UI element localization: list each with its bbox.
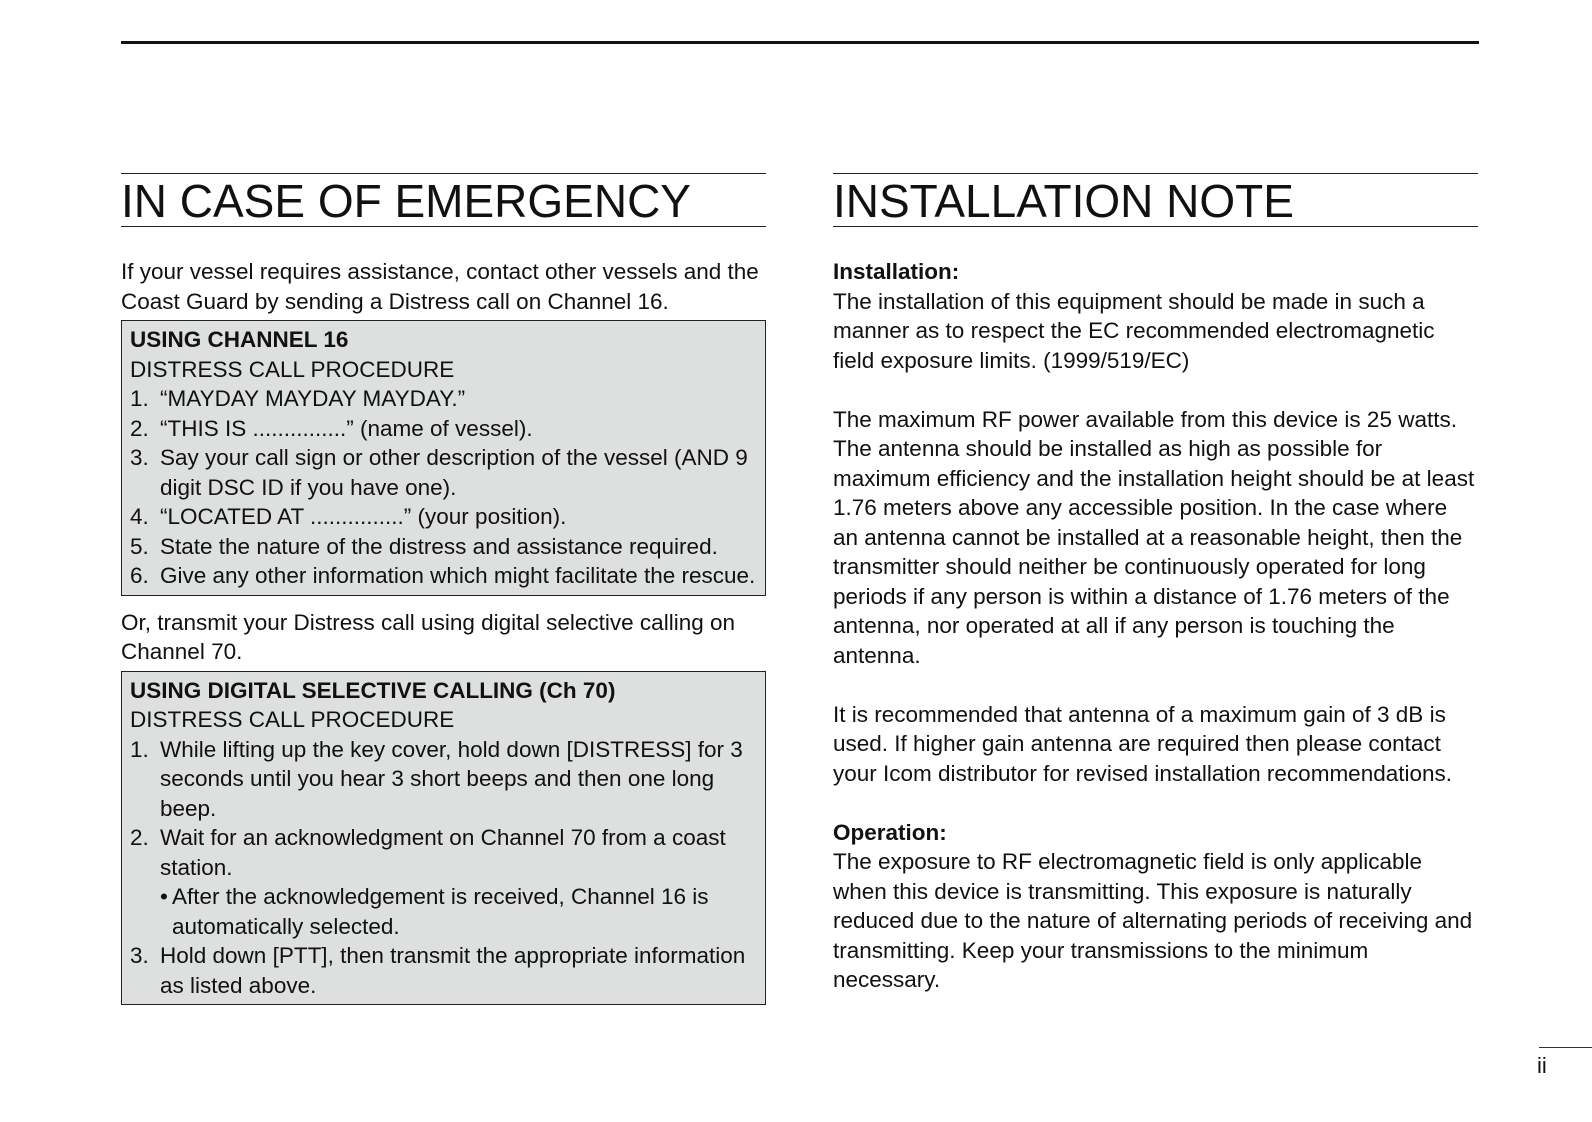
emergency-title: IN CASE OF EMERGENCY xyxy=(121,173,766,227)
installation-column xyxy=(833,173,1478,995)
dsc-box xyxy=(121,671,766,1006)
list-item: 1. “MAYDAY MAYDAY MAYDAY.” xyxy=(130,386,466,411)
dsc-intro: Or, transmit your Distress call using digital selective calling on Channel 70. xyxy=(121,609,735,664)
channel16-box xyxy=(121,320,766,596)
gain-text: It is recommended that antenna of a maximum gain of 3 dB is used. If higher gain antenna are required then please contact your Icom distributor for revised installation recommendations. xyxy=(833,701,1453,786)
page-number: ii xyxy=(1537,1053,1547,1078)
installation-label: Installation: xyxy=(833,259,960,284)
power-text: The maximum RF power available from this device is 25 watts. The antenna should be installed as high as possible for maximum efficiency and the installation height should be at least 1.76 meters above any accessible position. In the case where an antenna cannot be installed at a reasonable height, then the transmitter should neither be continuously operated for long periods if any person is within a distance of 1.76 meters of the antenna, nor operated at all if any person is touching the antenna. xyxy=(833,406,1475,668)
page-number-rule xyxy=(1539,1047,1592,1048)
dsc-bullet-note: • After the acknowledgement is received, Channel 16 is automatically selected. xyxy=(160,884,709,939)
list-item: 2. “THIS IS ...............” (name of vessel). xyxy=(130,415,533,441)
list-item: 5. State the nature of the distress and assistance required. xyxy=(130,533,718,559)
dsc-subheading: DISTRESS CALL PROCEDURE xyxy=(130,707,455,732)
list-item: 4. “LOCATED AT ...............” (your position). xyxy=(130,504,567,529)
channel16-subheading: DISTRESS CALL PROCEDURE xyxy=(130,356,455,382)
list-item: 6. Give any other information which might facilitate the rescue. xyxy=(130,563,756,588)
top-rule xyxy=(121,41,1479,44)
operation-label: Operation: xyxy=(833,819,947,845)
dsc-heading: USING DIGITAL SELECTIVE CALLING (Ch 70) xyxy=(130,677,616,703)
dsc-steps xyxy=(130,735,757,1001)
emergency-intro: If your vessel requires assistance, contact other vessels and the Coast Guard by sending a Distress call on Channel 16. xyxy=(121,259,759,314)
list-item: 2. Wait for an acknowledgment on Channel 70 from a coast station. • After the acknowledgement is received, Channel 16 is automatically selected. xyxy=(130,823,757,941)
channel16-heading: USING CHANNEL 16 xyxy=(130,327,349,352)
list-item: 3. Hold down [PTT], then transmit the appropriate information as listed above. xyxy=(130,943,746,998)
operation-text: The exposure to RF electromagnetic field is only applicable when this device is transmitting. This exposure is naturally reduced due to the nature of alternating periods of receiving and transmitting. Keep your transmissions to the minimum necessary. xyxy=(833,849,1473,992)
list-item: 1. While lifting up the key cover, hold down [DISTRESS] for 3 seconds until you hear 3 short beeps and then one long beep. xyxy=(130,736,743,821)
channel16-steps xyxy=(130,384,757,591)
installation-text: The installation of this equipment should be made in such a manner as to respect the EC recommended electromagnetic field exposure limits. (1999/519/EC) xyxy=(833,288,1435,373)
emergency-column xyxy=(121,173,766,1011)
installation-title: INSTALLATION NOTE xyxy=(833,173,1478,227)
list-item: 3. Say your call sign or other description of the vessel (AND 9 digit DSC ID if you have one). xyxy=(130,445,748,500)
